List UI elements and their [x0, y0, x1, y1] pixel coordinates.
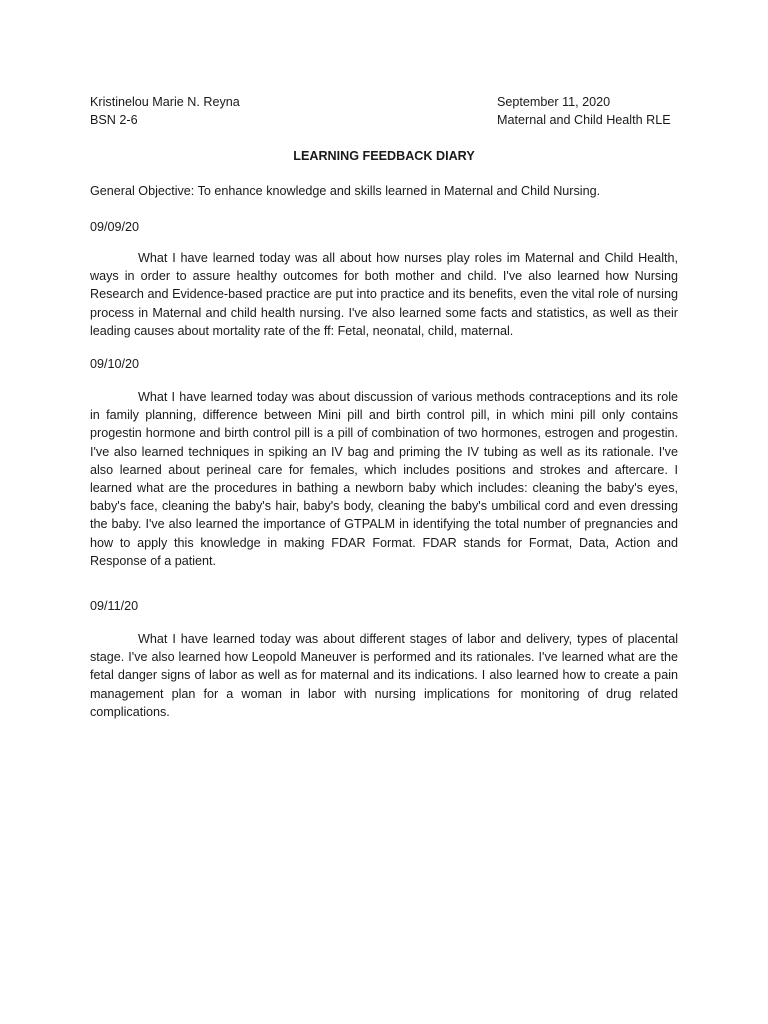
section-label: BSN 2-6: [90, 113, 138, 128]
entry-text: What I have learned today was all about how nurses play roles im Maternal and Child Health, ways in order to assure healthy outcomes for both mother and child. I've also learned how Nursing Research and Evidence-based practice are put into practice and its benefits, even the vital role of nursing process in Maternal and child health nursing. I've also learned some facts and statistics, as well as their leading causes about mortality rate of the ff: Fetal, neonatal, child, maternal.: [90, 251, 678, 338]
entry-date: 09/09/20: [90, 220, 140, 234]
header-date-block: [497, 93, 717, 129]
entry-text: What I have learned today was about different stages of labor and delivery, types of placental stage. I've also learned how Leopold Maneuver is performed and its rationales. I've learned what are the fetal danger signs of labor as well as for maternal and its indications. I also learned how to create a pain management plan for a woman in labor with nursing implications for monitoring of drug related complications.: [90, 632, 678, 719]
course-name: Maternal and Child Health RLE: [497, 113, 671, 128]
document-title: LEARNING FEEDBACK DIARY: [293, 149, 475, 163]
author-name: Kristinelou Marie N. Reyna: [90, 95, 240, 109]
entry-text: What I have learned today was about discussion of various methods contraceptions and its role in family planning, difference between Mini pill and birth control pill, in which mini pill only contains progestin hormone and birth control pill is a pill of combination of two hormones, estrogen and progestin. I've also learned techniques in spiking an IV bag and priming the IV tubing as well as its rationale. I've also learned about perineal care for females, which includes positions and strokes and aftercare. I learned what are the procedures in bathing a newborn baby which includes: cleaning the baby's eyes, baby's face, cleaning the baby's hair, baby's body, cleaning the baby's umbilical cord and even dressing the baby. I've also learned the importance of GTPALM in identifying the total number of pregnancies and how to apply this knowledge in making FDAR Format. FDAR stands for Format, Data, Action and Response of a patient.: [90, 390, 678, 568]
header-author-block: [90, 93, 390, 129]
entry-date: 09/10/20: [90, 357, 140, 371]
general-objective: General Objective: To enhance knowledge and skills learned in Maternal and Child Nursing.: [90, 184, 601, 198]
document-date: September 11, 2020: [497, 95, 611, 109]
entry-date: 09/11/20: [90, 599, 139, 613]
